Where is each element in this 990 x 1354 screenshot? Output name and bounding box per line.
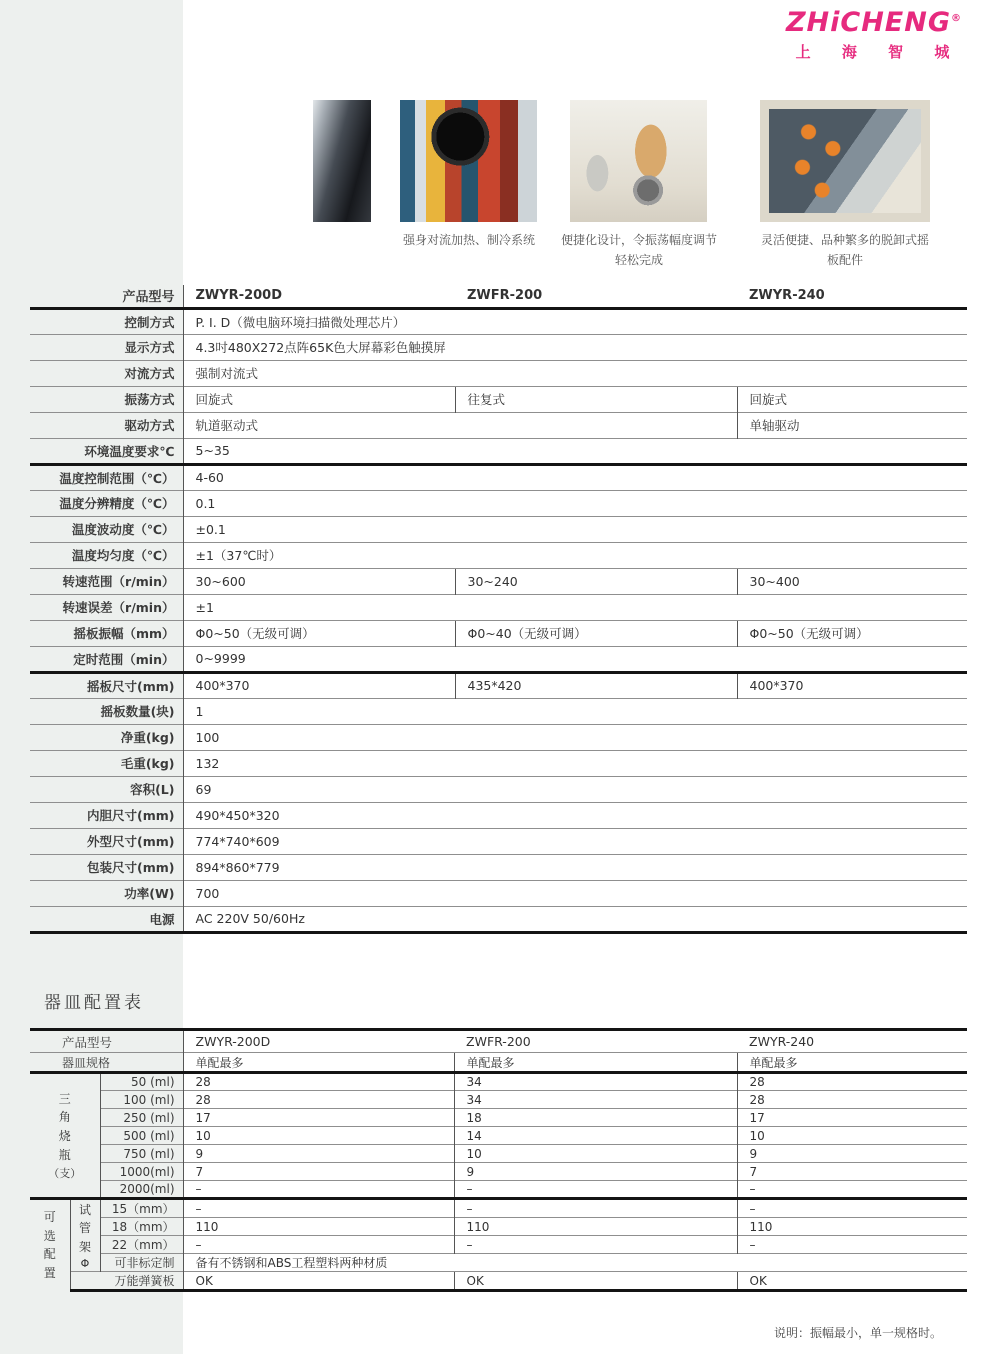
- vessel-value: 单配最多: [737, 1053, 967, 1073]
- vessel-size: 100 (ml): [100, 1091, 183, 1109]
- group-label-optional: [30, 1199, 70, 1291]
- model-name: ZWYR-240: [737, 1030, 967, 1053]
- vessel-value: 28: [737, 1091, 967, 1109]
- table-row: [30, 1199, 967, 1218]
- table-row: [30, 828, 967, 854]
- product-photo-shaker-interior: [760, 100, 930, 222]
- spec-value: 回旋式: [183, 386, 455, 412]
- spec-label: 温度均匀度（℃）: [30, 542, 183, 568]
- spec-value: 4.3吋480X272点阵65K色大屏幕彩色触摸屏: [183, 334, 967, 360]
- photo-caption: 强身对流加热、制冷系统: [402, 233, 535, 247]
- table-row: [30, 1073, 967, 1091]
- vessel-value: –: [183, 1199, 454, 1218]
- vessel-value: 110: [737, 1218, 967, 1236]
- group-label-flasks-text: 三角烧瓶: [58, 1091, 71, 1162]
- spec-label: 摇板尺寸(mm): [30, 672, 183, 698]
- spec-value: 30~240: [455, 568, 737, 594]
- spec-value: 400*370: [737, 672, 967, 698]
- vessel-value: 9: [454, 1163, 737, 1181]
- vessel-header-label: 产品型号: [30, 1030, 183, 1053]
- table-row: [30, 646, 967, 672]
- table-row: [30, 1109, 967, 1127]
- group-label-flasks-unit: （支）: [48, 1167, 82, 1181]
- table-row: [30, 1145, 967, 1163]
- group-label-optional-text: 可选配置: [43, 1210, 56, 1280]
- table-row: [30, 854, 967, 880]
- spec-value: 490*450*320: [183, 802, 967, 828]
- vessel-value: 7: [183, 1163, 454, 1181]
- spec-label: 电源: [30, 906, 183, 932]
- vessel-value: 28: [737, 1073, 967, 1091]
- table-row: [30, 1030, 967, 1053]
- registered-mark-icon: ®: [951, 13, 963, 24]
- spec-label: 温度分辨精度（℃）: [30, 490, 183, 516]
- table-row: [30, 698, 967, 724]
- product-photo-flasks-and-fan: [400, 100, 537, 222]
- model-name: ZWYR-240: [749, 288, 825, 304]
- vessel-value: 单配最多: [454, 1053, 737, 1073]
- spec-label: 振荡方式: [30, 386, 183, 412]
- table-row: [30, 438, 967, 464]
- spec-label: 温度波动度（℃）: [30, 516, 183, 542]
- spec-label: 净重(kg): [30, 724, 183, 750]
- spec-value: 700: [183, 880, 967, 906]
- vessel-value: 10: [183, 1127, 454, 1145]
- spec-value: 回旋式: [737, 386, 967, 412]
- spec-value: 894*860*779: [183, 854, 967, 880]
- spec-label: 外型尺寸(mm): [30, 828, 183, 854]
- vessel-value: –: [183, 1236, 454, 1254]
- vessel-value: OK: [183, 1272, 454, 1291]
- table-row: [30, 516, 967, 542]
- vessel-custom-label: 可非标定制: [100, 1254, 183, 1272]
- model-name: ZWYR-200D: [195, 288, 283, 304]
- table-row: [30, 802, 967, 828]
- table-row: [30, 285, 967, 308]
- photo-caption: 便捷化设计，令振荡幅度调节轻松完成: [560, 233, 717, 268]
- spec-value: 1: [183, 698, 967, 724]
- vessel-value: OK: [737, 1272, 967, 1291]
- product-photo-hand-adjusting-knob: [570, 100, 707, 222]
- vessel-size: 50 (ml): [100, 1073, 183, 1091]
- vessel-value: 28: [183, 1091, 454, 1109]
- spec-value: 100: [183, 724, 967, 750]
- group-label-tube-rack: [70, 1199, 100, 1272]
- vessel-size: 750 (ml): [100, 1145, 183, 1163]
- table-row: [30, 1218, 967, 1236]
- spec-label: 功率(W): [30, 880, 183, 906]
- spec-label: 驱动方式: [30, 412, 183, 438]
- group-label-tube-rack-unit: Φ: [80, 1257, 90, 1271]
- spec-value: 30~400: [737, 568, 967, 594]
- spec-value: Φ0~50（无级可调）: [183, 620, 455, 646]
- spec-value: 30~600: [183, 568, 455, 594]
- vessel-value: 14: [454, 1127, 737, 1145]
- group-label-tube-rack-text: 试管架: [78, 1202, 91, 1254]
- spec-label: 转速误差（r/min）: [30, 594, 183, 620]
- vessel-value: OK: [454, 1272, 737, 1291]
- spec-label: 显示方式: [30, 334, 183, 360]
- spec-value: 774*740*609: [183, 828, 967, 854]
- vessel-value: 单配最多: [183, 1053, 454, 1073]
- vessel-value: –: [454, 1181, 737, 1199]
- vessel-custom-value: 备有不锈钢和ABS工程塑料两种材质: [183, 1254, 967, 1272]
- spec-value: 435*420: [455, 672, 737, 698]
- table-row: [30, 620, 967, 646]
- table-row: [30, 1181, 967, 1199]
- vessel-value: 9: [183, 1145, 454, 1163]
- spec-value: 4-60: [183, 464, 967, 490]
- vessel-value: –: [737, 1181, 967, 1199]
- brand-logo: [784, 8, 964, 62]
- vessel-value: –: [183, 1181, 454, 1199]
- spec-label: 包装尺寸(mm): [30, 854, 183, 880]
- brand-logo-wordmark: [784, 8, 964, 38]
- table-row: [30, 750, 967, 776]
- spec-label: 定时范围（min）: [30, 646, 183, 672]
- vessel-config-table: [30, 1028, 967, 1292]
- vessel-value: 34: [454, 1091, 737, 1109]
- vessel-size: 2000(ml): [100, 1181, 183, 1199]
- spec-value: 0.1: [183, 490, 967, 516]
- vessel-value: 34: [454, 1073, 737, 1091]
- spec-label: 内胆尺寸(mm): [30, 802, 183, 828]
- spec-value: 69: [183, 776, 967, 802]
- group-label-flasks: [30, 1073, 100, 1199]
- photo-caption: 灵活便捷、品种繁多的脱卸式摇板配件: [760, 233, 929, 268]
- vessel-size: 22（mm）: [100, 1236, 183, 1254]
- spec-value: P. I. D（微电脑环境扫描微处理芯片）: [183, 308, 967, 334]
- model-name: ZWFR-200: [467, 288, 543, 304]
- vessel-value: –: [454, 1236, 737, 1254]
- vessel-value: –: [737, 1236, 967, 1254]
- table-row: [30, 1254, 967, 1272]
- table-row: [30, 1127, 967, 1145]
- spec-value: AC 220V 50/60Hz: [183, 906, 967, 932]
- spec-value: Φ0~50（无级可调）: [737, 620, 967, 646]
- table-row: [30, 308, 967, 334]
- table-row: [30, 568, 967, 594]
- spec-label: 转速范围（r/min）: [30, 568, 183, 594]
- vessel-size: 250 (ml): [100, 1109, 183, 1127]
- spec-label: 环境温度要求℃: [30, 438, 183, 464]
- table-row: [30, 412, 967, 438]
- table-row: [30, 776, 967, 802]
- spec-table: [30, 285, 967, 934]
- spec-label: 产品型号: [30, 285, 183, 308]
- spec-label: 毛重(kg): [30, 750, 183, 776]
- vessel-value: 10: [737, 1127, 967, 1145]
- section-title-vessel-config: 器皿配置表: [44, 993, 144, 1013]
- vessel-value: –: [454, 1199, 737, 1218]
- table-row: [30, 360, 967, 386]
- brand-logo-chinese: 上 海 智 城: [795, 42, 963, 61]
- spec-value: ±0.1: [183, 516, 967, 542]
- spec-label: 控制方式: [30, 308, 183, 334]
- table-row: [30, 386, 967, 412]
- vessel-spec-label: 器皿规格: [30, 1053, 183, 1073]
- vessel-value: 110: [454, 1218, 737, 1236]
- table-row: [30, 880, 967, 906]
- vessel-value: 18: [454, 1109, 737, 1127]
- vessel-value: 7: [737, 1163, 967, 1181]
- vessel-value: 110: [183, 1218, 454, 1236]
- table-row: [30, 1053, 967, 1073]
- spec-label: 温度控制范围（℃）: [30, 464, 183, 490]
- spec-label: 对流方式: [30, 360, 183, 386]
- model-name: ZWFR-200: [454, 1030, 737, 1053]
- model-name: ZWYR-200D: [183, 1030, 454, 1053]
- spec-value: 5~35: [183, 438, 967, 464]
- table-row: [30, 1272, 967, 1291]
- table-row: [30, 906, 967, 932]
- product-photo-equipment-closeup: [313, 100, 371, 222]
- spec-label: 摇板振幅（mm）: [30, 620, 183, 646]
- spec-value: 轨道驱动式: [183, 412, 737, 438]
- spec-value: Φ0~40（无级可调）: [455, 620, 737, 646]
- spec-label: 容积(L): [30, 776, 183, 802]
- vessel-value: 17: [737, 1109, 967, 1127]
- vessel-size: 18（mm）: [100, 1218, 183, 1236]
- table-row: [30, 464, 967, 490]
- vessel-value: 28: [183, 1073, 454, 1091]
- table-row: [30, 724, 967, 750]
- spec-value: ±1（37℃时）: [183, 542, 967, 568]
- table-row: [30, 1091, 967, 1109]
- vessel-value: 17: [183, 1109, 454, 1127]
- spec-value: 132: [183, 750, 967, 776]
- table-row: [30, 334, 967, 360]
- vessel-value: 10: [454, 1145, 737, 1163]
- table-row: [30, 1236, 967, 1254]
- table-row: [30, 594, 967, 620]
- table-row: [30, 672, 967, 698]
- table-row: [30, 1163, 967, 1181]
- brand-name: ZHiCHENG: [785, 7, 952, 38]
- spec-value: 0~9999: [183, 646, 967, 672]
- spec-value: 强制对流式: [183, 360, 967, 386]
- vessel-value: –: [737, 1199, 967, 1218]
- footer-note: 说明：振幅最小，单一规格时。: [773, 1326, 942, 1340]
- vessel-size: 1000(ml): [100, 1163, 183, 1181]
- table-row: [30, 542, 967, 568]
- spec-label: 摇板数量(块): [30, 698, 183, 724]
- vessel-size: 500 (ml): [100, 1127, 183, 1145]
- spec-value: ±1: [183, 594, 967, 620]
- spec-value: 往复式: [455, 386, 737, 412]
- vessel-size: 15（mm）: [100, 1199, 183, 1218]
- vessel-value: 9: [737, 1145, 967, 1163]
- vessel-spring-label: 万能弹簧板: [70, 1272, 183, 1291]
- spec-value: 400*370: [183, 672, 455, 698]
- spec-value: 单轴驱动: [737, 412, 967, 438]
- table-row: [30, 490, 967, 516]
